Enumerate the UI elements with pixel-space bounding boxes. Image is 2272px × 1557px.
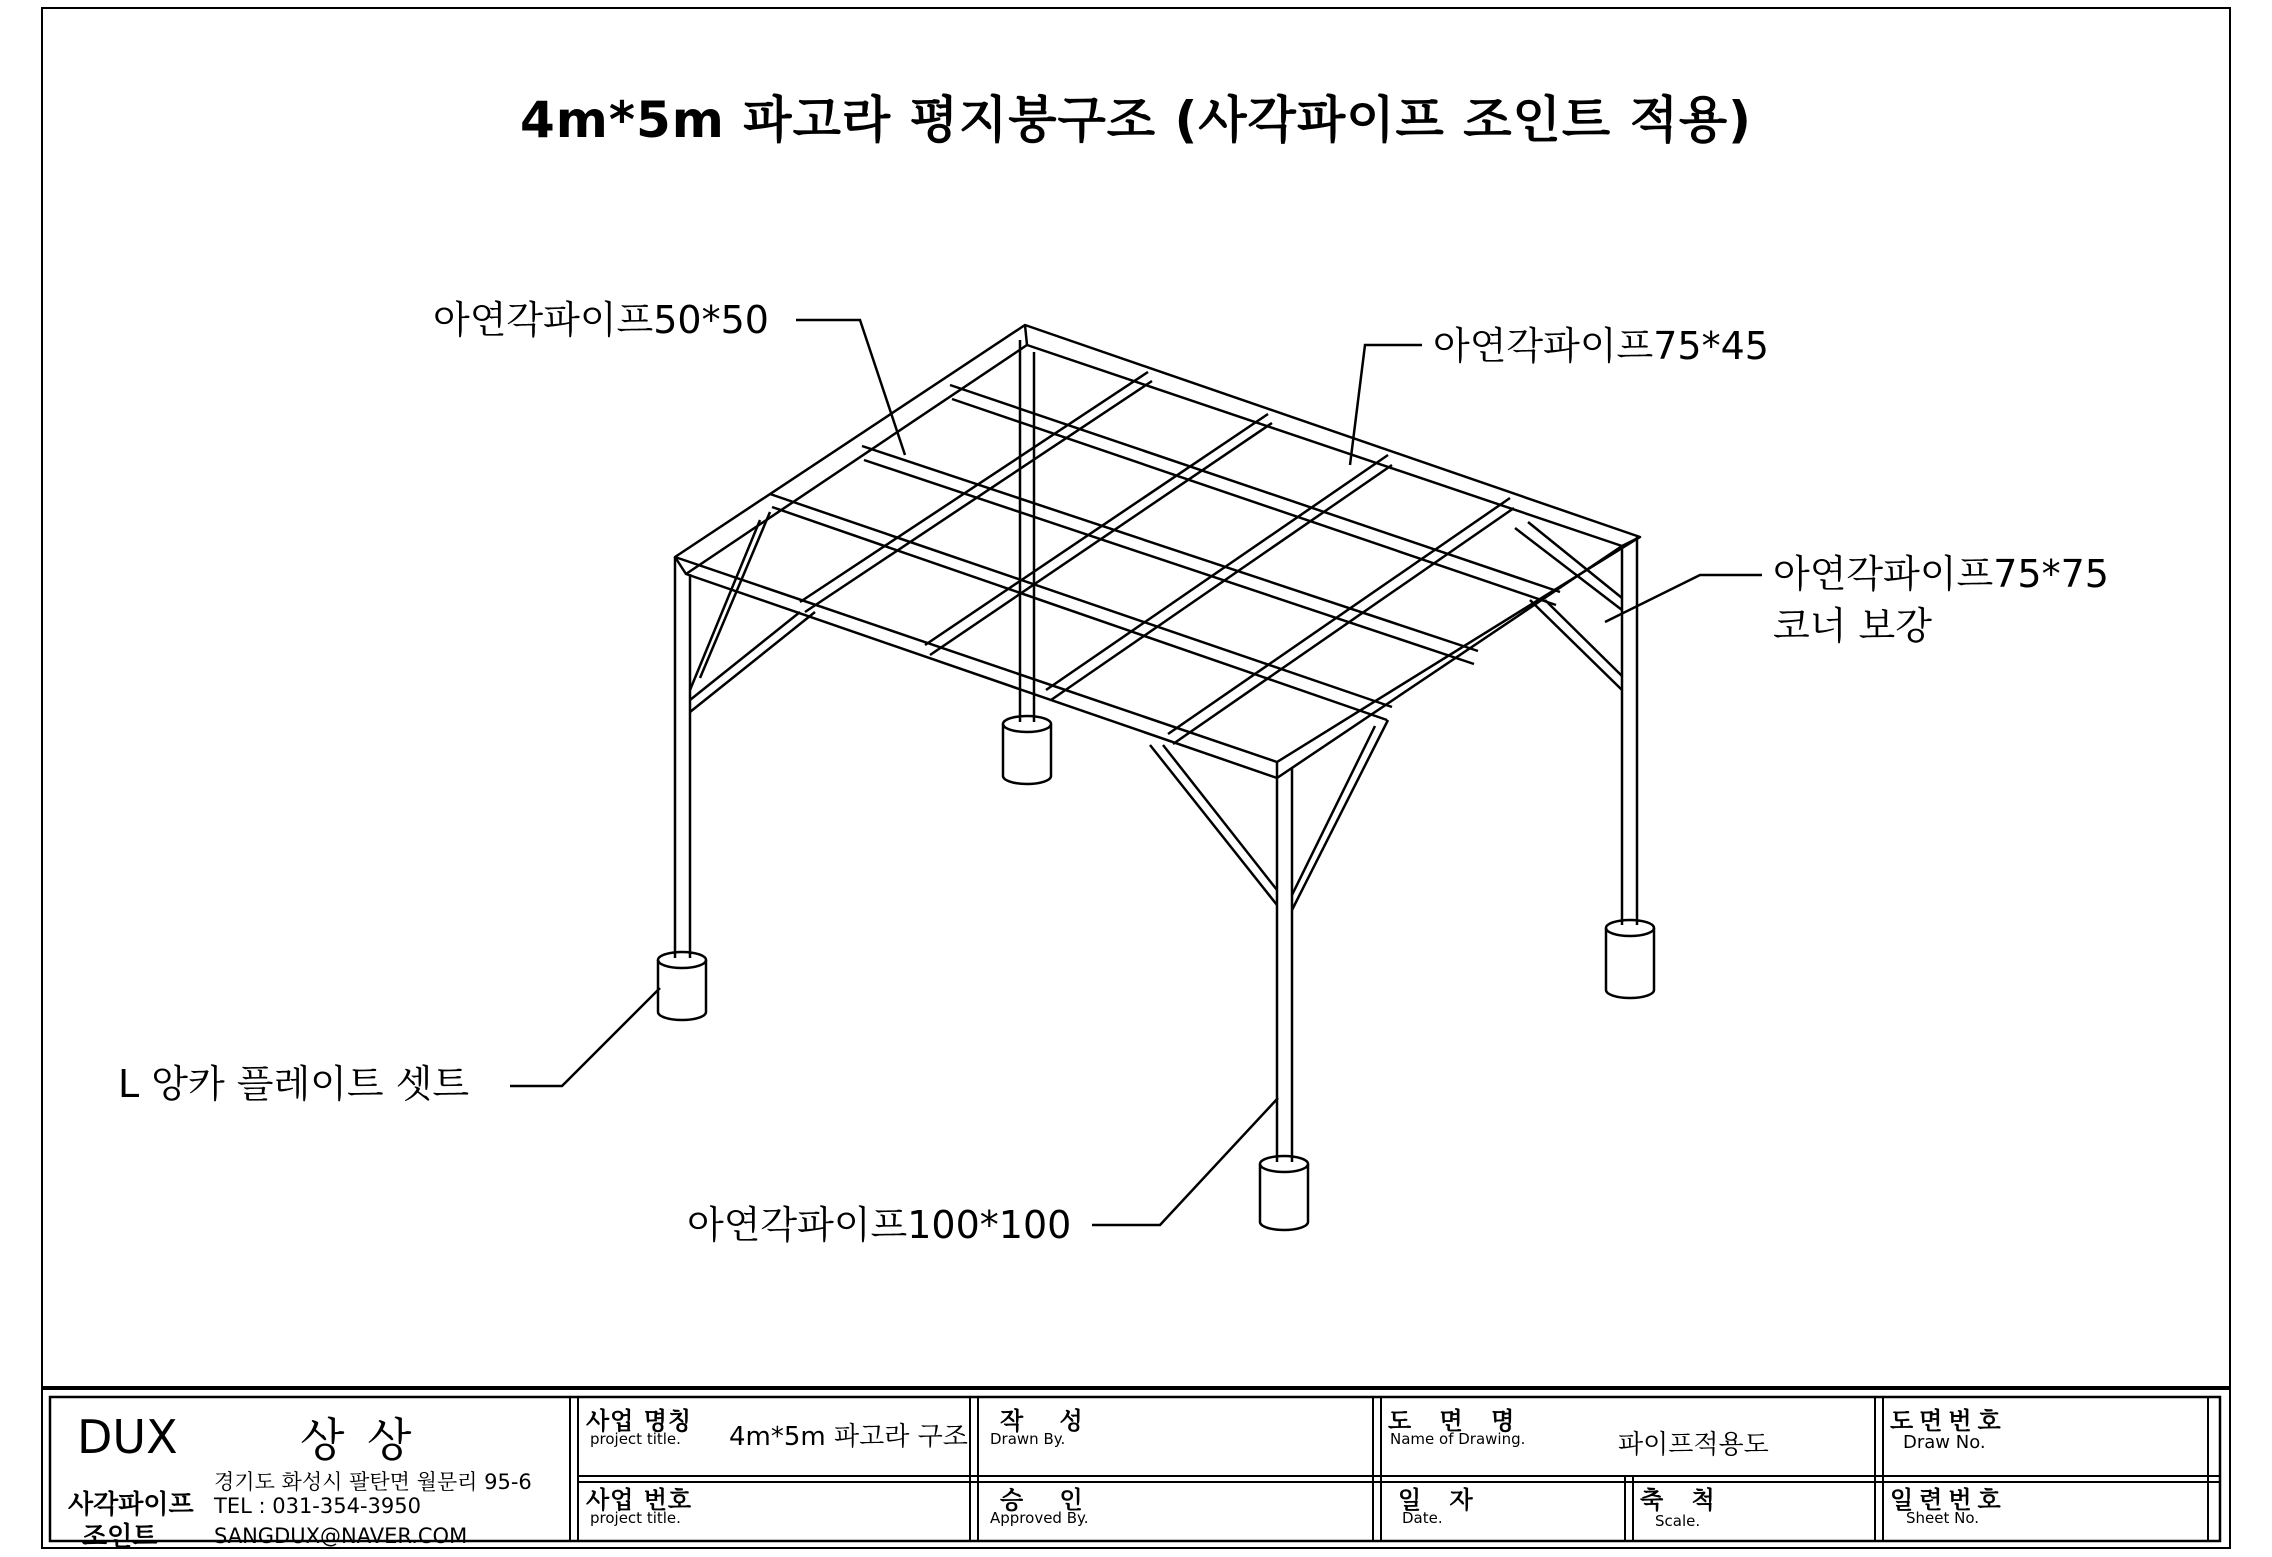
company-product-line1: 사각파이프 — [68, 1490, 194, 1520]
footing-front-corner — [1260, 1156, 1308, 1230]
date-label: 일 자 — [1398, 1486, 1483, 1514]
company-product-line2: 조인트 — [82, 1522, 158, 1552]
drawing-title: 4m*5m 파고라 평지붕구조 (사각파이프 조인트 적용) — [519, 91, 1753, 149]
drawing-name-label: 도 면 명 — [1388, 1407, 1525, 1435]
project-name-sublabel: project title. — [590, 1430, 681, 1448]
scale-sublabel: Scale. — [1655, 1512, 1701, 1530]
project-name-value: 4m*5m 파고라 구조 — [729, 1422, 968, 1452]
callout-pipe-50x50: 아연각파이프50*50 — [433, 298, 769, 342]
callout-anchor-plate: L 앙카 플레이트 셋트 — [118, 1062, 470, 1106]
callout-pipe-75x45: 아연각파이프75*45 — [1433, 324, 1769, 368]
beams-75x45 — [770, 385, 1560, 720]
roof-frame — [675, 325, 1640, 778]
callout-corner-reinforcement: 코너 보강 — [1773, 604, 1932, 648]
footing-right — [1606, 920, 1654, 998]
date-sublabel: Date. — [1402, 1509, 1443, 1527]
sheet-no-label: 일련번호 — [1890, 1486, 2007, 1514]
leader-anchor — [510, 988, 660, 1086]
callout-pipe-75x75: 아연각파이프75*75 — [1773, 552, 2109, 596]
sheet-no-sublabel: Sheet No. — [1906, 1509, 1980, 1527]
post-front-corner — [1277, 768, 1292, 1162]
drawing-name-sublabel: Name of Drawing. — [1390, 1430, 1526, 1448]
post-right — [1622, 537, 1637, 925]
leader-pipe-100 — [1092, 1098, 1278, 1225]
company-tel: TEL : 031-354-3950 — [214, 1494, 421, 1518]
drawn-by-sublabel: Drawn By. — [990, 1430, 1066, 1448]
company-address: 경기도 화성시 팔탄면 월문리 95-6 — [214, 1470, 532, 1494]
project-name-label: 사업 명칭 — [586, 1407, 693, 1435]
leader-lines — [510, 320, 1762, 1225]
project-no-sublabel: project title. — [590, 1509, 681, 1527]
leader-pipe-50 — [796, 320, 905, 455]
draw-no-label: 도면번호 — [1890, 1407, 2007, 1435]
company-name: 상 상 — [300, 1413, 416, 1467]
approved-by-sublabel: Approved By. — [990, 1509, 1089, 1527]
footing-front-left — [658, 952, 706, 1020]
leader-pipe-75x75 — [1605, 575, 1762, 622]
project-no-label: 사업 번호 — [586, 1486, 693, 1514]
footing-back — [1003, 716, 1051, 784]
draw-no-sublabel: Draw No. — [1903, 1432, 1986, 1453]
sheet-border — [42, 8, 2230, 1548]
company-brand: DUX — [77, 1410, 178, 1464]
post-front-left — [675, 557, 690, 958]
callout-pipe-100x100: 아연각파이프100*100 — [687, 1203, 1072, 1247]
post-back — [1020, 340, 1034, 722]
approved-by-label: 승 인 — [1000, 1486, 1097, 1514]
drawn-by-label: 작 성 — [1000, 1407, 1097, 1435]
scale-label: 축 척 — [1640, 1486, 1725, 1514]
corner-bracing — [690, 512, 1622, 910]
company-email: SANGDUX@NAVER.COM — [214, 1524, 468, 1548]
leader-pipe-75x45 — [1350, 345, 1422, 465]
drawing-name-value: 파이프적용도 — [1618, 1430, 1769, 1460]
